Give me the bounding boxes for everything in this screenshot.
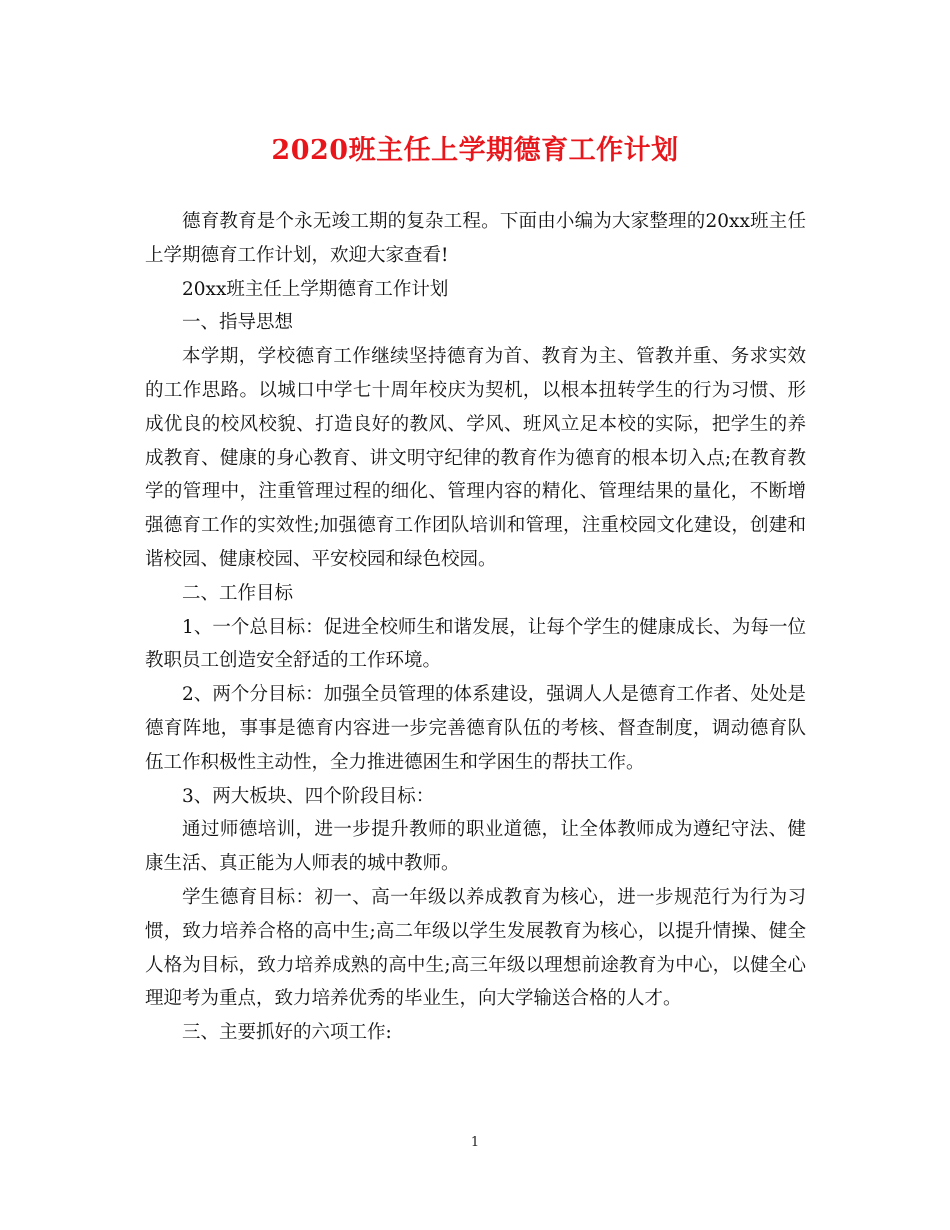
paragraph-goal-3: 3、两大板块、四个阶段目标： <box>182 785 435 807</box>
paragraph-goal-2: 2、两个分目标：加强全员管理的体系建设，强调人人是德育工作者、处处是德育阵地，事事是德育内容进一步完善德育队伍的考核、督查制度，调动德育队伍工作积极性主动性，全力推进德困生和学困生的帮扶工作。 <box>145 684 806 773</box>
section-heading-work-goals: 二、工作目标 <box>182 582 294 604</box>
section-heading-guiding-ideology: 一、指导思想 <box>182 312 294 334</box>
document-body <box>145 205 806 1050</box>
document-title: 2020班主任上学期德育工作计划 <box>271 135 679 166</box>
page-number: 1 <box>470 1135 480 1150</box>
paragraph-guiding-ideology: 本学期，学校德育工作继续坚持德育为首、教育为主、管教并重、务求实效的工作思路。以城口中学七十周年校庆为契机，以根本扭转学生的行为习惯、形成优良的校风校貌、打造良好的教风、学风、班风立足本校的实际，把学生的养成教育、健康的身心教育、讲文明守纪律的教育作为德育的根本切入点;在教育教学的管理中，注重管理过程的细化、管理内容的精化、管理结果的量化，不断增强德育工作的实效性;加强德育工作团队培训和管理，注重校园文化建设，创建和谐校园、健康校园、平安校园和绿色校园。 <box>145 346 806 570</box>
section-heading-main-tasks: 三、主要抓好的六项工作: <box>182 1022 392 1044</box>
paragraph-subtitle: 20xx班主任上学期德育工作计划 <box>182 278 449 300</box>
paragraph-student-goals: 学生德育目标：初一、高一年级以养成教育为核心，进一步规范行为行为习惯，致力培养合格的高中生;高二年级以学生发展教育为核心，以提升情操、健全人格为目标，致力培养成熟的高中生;高三年级以理想前途教育为中心，以健全心理迎考为重点，致力培养优秀的毕业生，向大学输送合格的人才。 <box>145 886 806 1010</box>
paragraph-intro: 德育教育是个永无竣工期的复杂工程。下面由小编为大家整理的20xx班主任上学期德育工作计划，欢迎大家查看! <box>145 211 806 266</box>
paragraph-goal-1: 1、一个总目标：促进全校师生和谐发展，让每个学生的健康成长、为每一位教职员工创造安全舒适的工作环境。 <box>145 616 806 672</box>
paragraph-teacher-training: 通过师德培训，进一步提升教师的职业道德，让全体教师成为遵纪守法、健康生活、真正能为人师表的城中教师。 <box>145 819 806 875</box>
